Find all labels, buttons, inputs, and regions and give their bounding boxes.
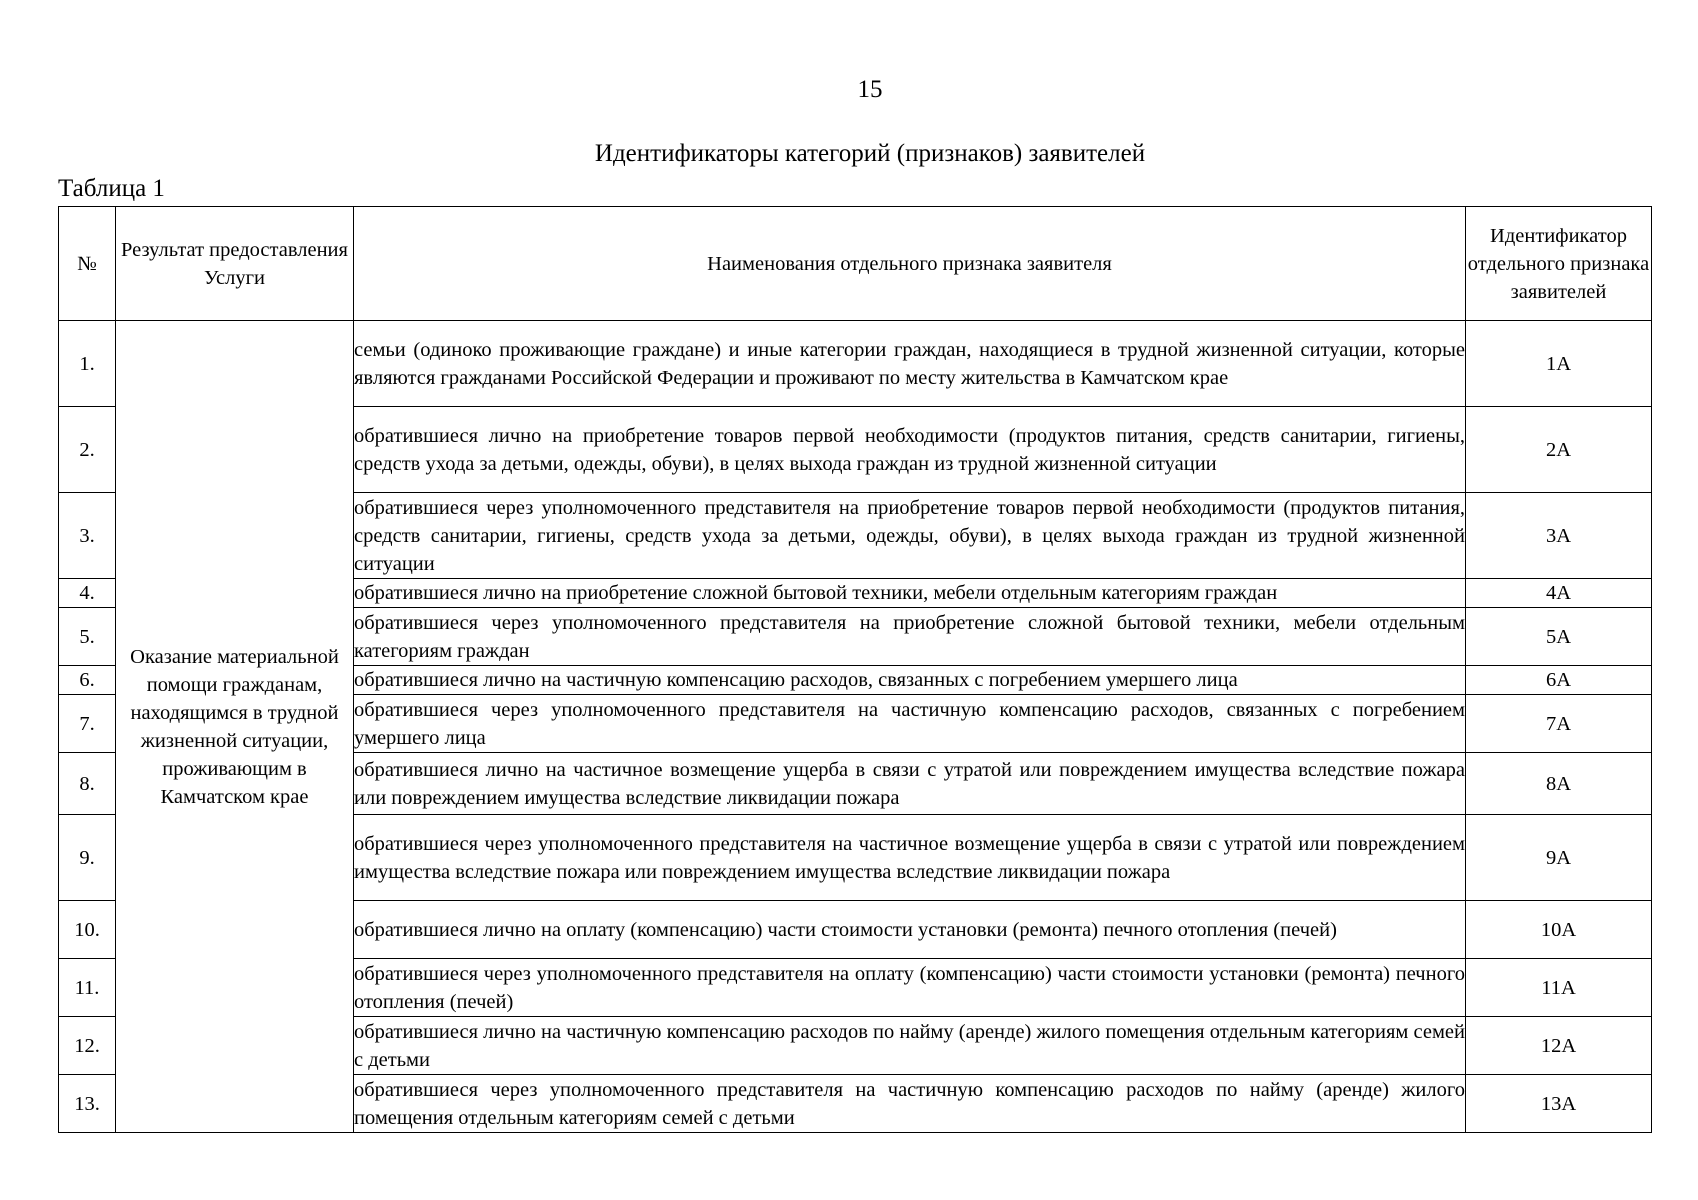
- category-name: обратившиеся лично на частичную компенсацию расходов по найму (аренде) жилого помещения отдельным категориям семей с детьми: [354, 1017, 1466, 1075]
- category-identifier: 1А: [1466, 321, 1652, 407]
- category-name: обратившиеся лично на частичное возмещение ущерба в связи с утратой или повреждением имущества вследствие пожара или повреждением имущества вследствие ликвидации пожара: [354, 753, 1466, 815]
- row-number: 8.: [59, 753, 116, 815]
- table-row: [59, 321, 1652, 407]
- category-identifier: 11А: [1466, 959, 1652, 1017]
- category-name: обратившиеся через уполномоченного представителя на частичную компенсацию расходов по найму (аренде) жилого помещения отдельным категориям семей с детьми: [354, 1075, 1466, 1133]
- category-name: обратившиеся через уполномоченного представителя на приобретение сложной бытовой техники, мебели отдельным категориям граждан: [354, 608, 1466, 666]
- header-num: №: [59, 207, 116, 321]
- header-result: Результат предоставления Услуги: [116, 207, 354, 321]
- row-number: 11.: [59, 959, 116, 1017]
- category-name: обратившиеся лично на приобретение сложной бытовой техники, мебели отдельным категориям граждан: [354, 579, 1466, 608]
- category-name: обратившиеся через уполномоченного представителя на частичную компенсацию расходов, связанных с погребением умершего лица: [354, 695, 1466, 753]
- row-number: 3.: [59, 493, 116, 579]
- category-name: семьи (одиноко проживающие граждане) и иные категории граждан, находящиеся в трудной жизненной ситуации, которые являются гражданами Российской Федерации и проживают по месту жительства в Камчатском крае: [354, 321, 1466, 407]
- header-name: Наименования отдельного признака заявителя: [354, 207, 1466, 321]
- category-name: обратившиеся лично на оплату (компенсацию) части стоимости установки (ремонта) печного отопления (печей): [354, 901, 1466, 959]
- table-label: Таблица 1: [58, 175, 165, 202]
- category-identifier: 8А: [1466, 753, 1652, 815]
- row-number: 13.: [59, 1075, 116, 1133]
- row-number: 1.: [59, 321, 116, 407]
- category-identifier: 3А: [1466, 493, 1652, 579]
- applicant-categories-table: [58, 206, 1652, 1133]
- row-number: 5.: [59, 608, 116, 666]
- category-name: обратившиеся лично на приобретение товаров первой необходимости (продуктов питания, средств санитарии, гигиены, средств ухода за детьми, одежды, обуви), в целях выхода граждан из трудной жизненной ситуации: [354, 407, 1466, 493]
- category-name: обратившиеся через уполномоченного представителя на частичное возмещение ущерба в связи с утратой или повреждением имущества вследствие пожара или повреждением имущества вследствие ликвидации пожара: [354, 815, 1466, 901]
- category-identifier: 10А: [1466, 901, 1652, 959]
- document-title: Идентификаторы категорий (признаков) заявителей: [594, 140, 1146, 167]
- category-identifier: 4А: [1466, 579, 1652, 608]
- row-number: 12.: [59, 1017, 116, 1075]
- category-identifier: 12А: [1466, 1017, 1652, 1075]
- category-identifier: 9А: [1466, 815, 1652, 901]
- result-cell: Оказание материальной помощи гражданам, находящимся в трудной жизненной ситуации, проживающим в Камчатском крае: [116, 321, 354, 1133]
- table-header-row: [59, 207, 1652, 321]
- category-name: обратившиеся через уполномоченного представителя на оплату (компенсацию) части стоимости установки (ремонта) печного отопления (печей): [354, 959, 1466, 1017]
- row-number: 9.: [59, 815, 116, 901]
- page-number: 15: [857, 76, 883, 103]
- category-name: обратившиеся через уполномоченного представителя на приобретение товаров первой необходимости (продуктов питания, средств санитарии, гигиены, средств ухода за детьми, одежды, обуви), в целях выхода граждан из трудной жизненной ситуации: [354, 493, 1466, 579]
- category-identifier: 6А: [1466, 666, 1652, 695]
- row-number: 2.: [59, 407, 116, 493]
- category-name: обратившиеся лично на частичную компенсацию расходов, связанных с погребением умершего лица: [354, 666, 1466, 695]
- row-number: 4.: [59, 579, 116, 608]
- category-identifier: 5А: [1466, 608, 1652, 666]
- category-identifier: 13А: [1466, 1075, 1652, 1133]
- row-number: 6.: [59, 666, 116, 695]
- row-number: 10.: [59, 901, 116, 959]
- category-identifier: 7А: [1466, 695, 1652, 753]
- row-number: 7.: [59, 695, 116, 753]
- header-identifier: Идентификатор отдельного признака заявителей: [1466, 207, 1652, 321]
- category-identifier: 2А: [1466, 407, 1652, 493]
